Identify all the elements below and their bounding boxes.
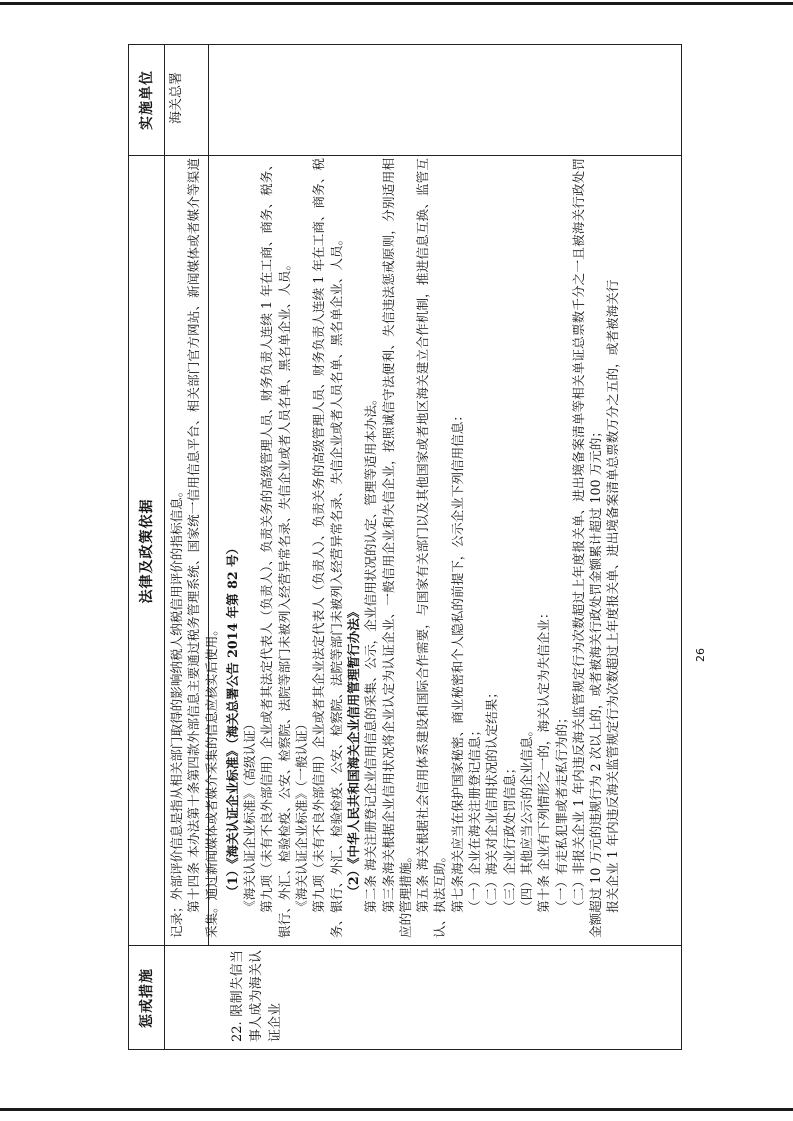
prev-row-line-1: 记录；外部评价信息是指从相关部门取得的影响纳税人纳税信用评价的指标信息。 [169,484,184,938]
law-paragraph: 第十条 企业有下列情形之一的，海关认定为失信企业： [536,606,552,913]
law-paragraph: 《海关认证企业标准》（一般认证） [294,717,310,913]
header-basis: 法律及政策依据 [128,156,165,946]
rotated-page [128,44,707,1050]
law-paragraph: （二）海关对企业信用状况的认定结果； [484,686,500,913]
law-paragraph: 第三条海关根据企业信用状况将企业认定为认证企业、一般信用企业和失信企业，按照诚信守法便利、失信违法惩戒原则，分别适用相应的管理措施。 [380,158,413,938]
page-number: 26 [694,648,707,662]
law-paragraph: （二）非报关企业 1 年内违反海关监管规定行为次数超过上年度报关单、进出境备案清单等相关单证总票数千分之一且被海关行政处罚金额超过 10 万元的违规行为 2 次以上的，或者被海关行政处罚金额累计超过 100 万元的； [570,158,604,938]
basis-blocks [224,158,622,938]
law-heading: （1）《海关认证企业标准》（海关总署公告 2014 年第 82 号） [224,541,240,898]
law-paragraph: 《海关认证企业标准》（高级认证） [242,717,258,913]
law-paragraph: （三）企业行政处罚信息； [501,761,517,913]
law-paragraph: （一）有走私犯罪或者走私行为的； [553,711,569,913]
law-paragraph: 第五条 海关根据社会信用体系建设和国际合作需要，与国家有关部门以及其他国家或者地区海关建立合作机制，推进信息互换、监管互认、执法互助。 [415,158,448,938]
measure-name: 22. 限制失信当事人成为海关认证企业 [230,950,283,1042]
law-paragraph: 第二条 海关注册登记企业信用信息的采集、公示，企业信用状况的认定、管理等适用本办法。 [363,392,379,913]
column-divider-2 [128,155,682,156]
scan-edge-top [0,2,793,5]
law-paragraph: 第七条海关应当在保护国家秘密、商业秘密和个人隐私的前提下，公示企业下列信用信息： [449,409,465,913]
law-paragraph: 第九项（未有不良外部信用）企业或者其法定代表人（负责人）、负责关务的高级管理人员、财务负责人连续 1 年在工商、商务、税务、银行、外汇、检验检疫、公安、检察院、法院等部门未被列入经营异常名录、失信企业或者人员名单、黑名单企业、人员。 [259,158,292,938]
column-divider-1 [128,945,682,946]
law-paragraph: （一）企业在海关注册登记信息； [467,723,483,913]
header-agency: 实施单位 [128,44,165,156]
header-measure: 惩戒措施 [128,946,165,1050]
law-paragraph: 报关企业 1 年内违反海关监管规定行为次数超过上年度报关单、进出境备案清单总票数万分之五的，或者被海关行 [605,279,621,913]
law-heading: （2）《中华人民共和国海关企业信用管理暂行办法》 [345,605,361,898]
law-paragraph: （四）其他应当公示的企业信息。 [518,723,534,913]
prev-row-line-2: 第十四条 本办法第十条第四款外部信息主要通过税务管理系统、国家统一信用信息平台、相关部门官方网站、新闻媒体或者媒介等渠道采集。通过新闻媒体或者媒介采集的信息应核实后使用。 [186,158,219,938]
basis-content [168,158,622,938]
law-paragraph: 第九项（未有不良外部信用）企业或者其企业法定代表人（负责人）、负责关务的高级管理人员、财务负责人连续 1 年在工商、商务、税务、银行、外汇、检验检疫、公安、检察院、法院等部门未被列入经营异常名录、失信企业或者人员名单、黑名单企业、人员。 [311,158,344,938]
scan-edge-bottom [0,1108,793,1111]
implementing-agency: 海关总署 [169,72,184,125]
